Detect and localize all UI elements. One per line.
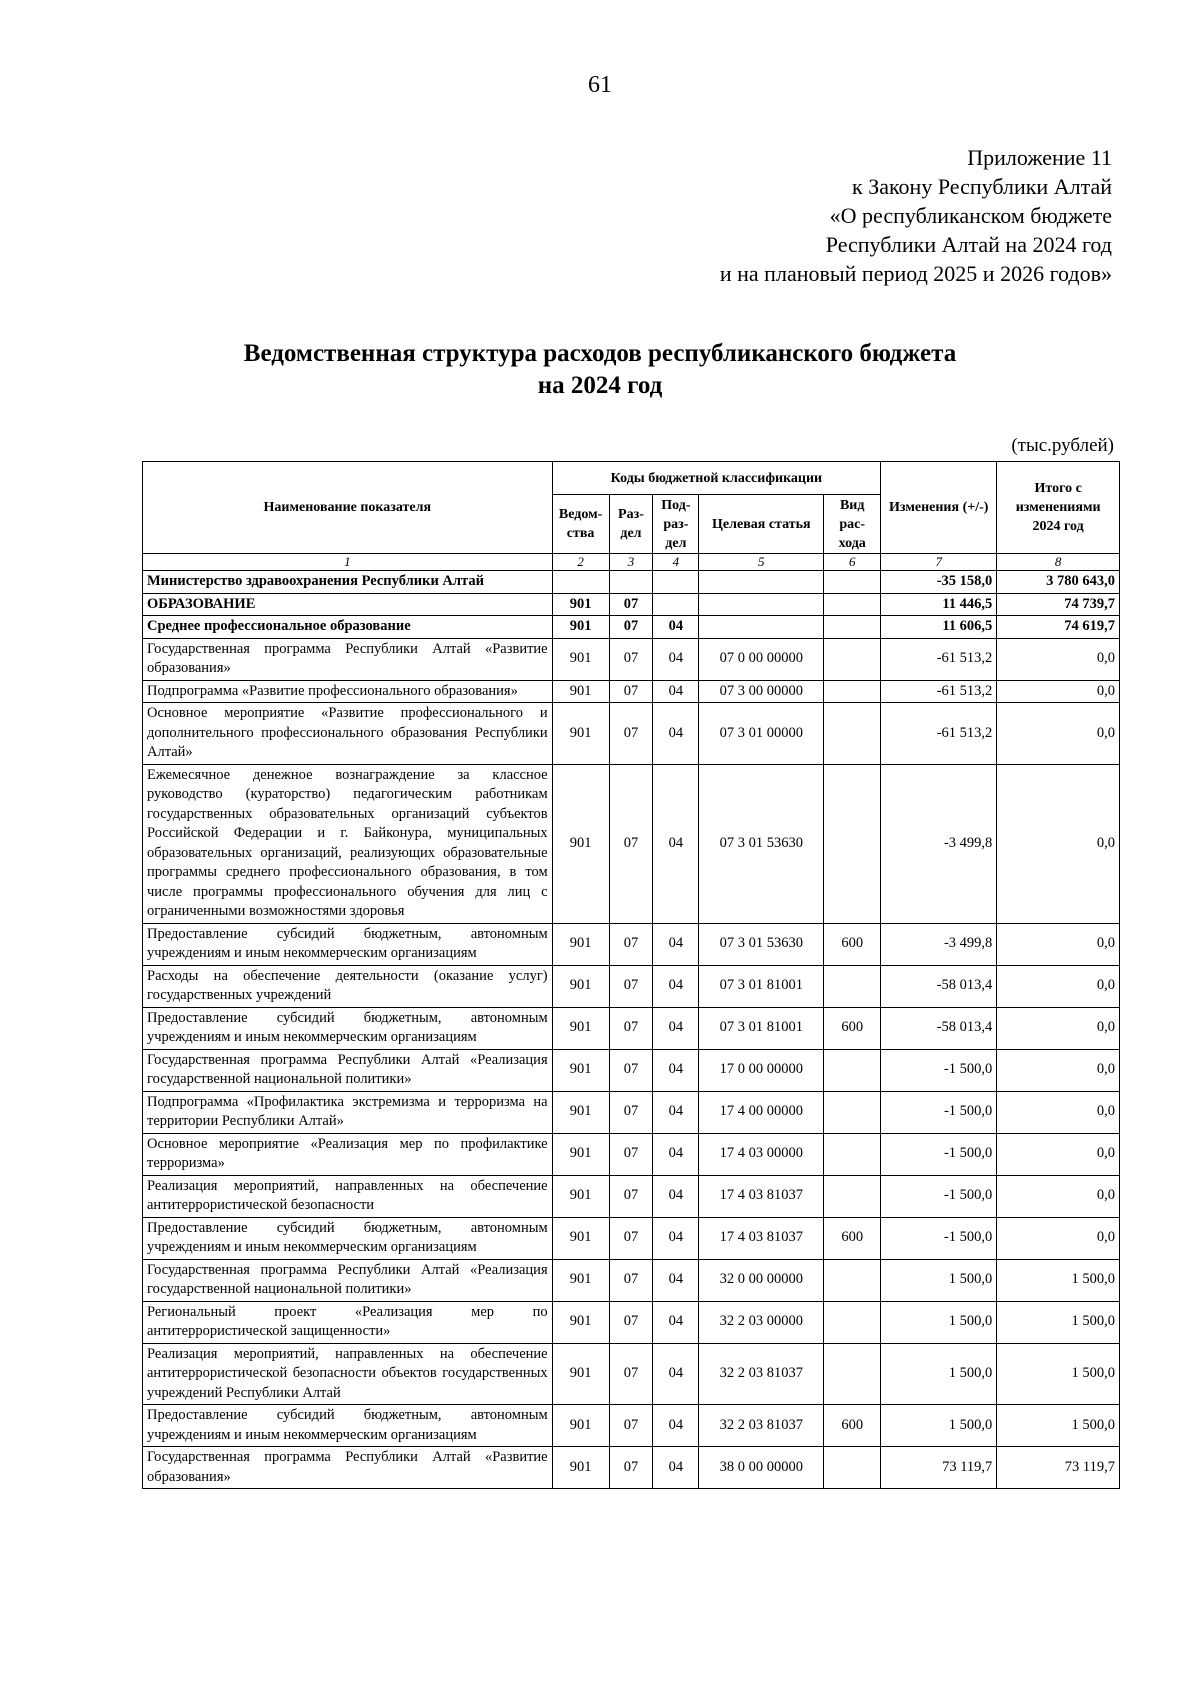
table-row — [143, 680, 1120, 703]
row-total: 0,0 — [997, 1091, 1120, 1133]
row-podrazdel: 04 — [653, 1217, 699, 1259]
row-podrazdel: 04 — [653, 1447, 699, 1489]
row-vedomstvo: 901 — [552, 638, 609, 680]
row-tselevaya: 17 4 03 81037 — [699, 1217, 824, 1259]
row-vedomstvo: 901 — [552, 965, 609, 1007]
title-line: Ведомственная структура расходов республиканского бюджета — [243, 340, 957, 367]
row-vid: 600 — [824, 1007, 881, 1049]
row-total: 73 119,7 — [997, 1447, 1120, 1489]
row-tselevaya — [699, 571, 824, 594]
table-row — [143, 571, 1120, 594]
row-podrazdel: 04 — [653, 1301, 699, 1343]
row-vedomstvo: 901 — [552, 1217, 609, 1259]
row-tselevaya — [699, 593, 824, 616]
row-name: Государственная программа Республики Алтай «Реализация государственной национальной политики» — [143, 1259, 553, 1301]
table-row — [143, 1343, 1120, 1405]
row-podrazdel — [653, 571, 699, 594]
row-vid — [824, 965, 881, 1007]
row-total: 0,0 — [997, 680, 1120, 703]
row-total: 1 500,0 — [997, 1343, 1120, 1405]
row-vid — [824, 571, 881, 594]
row-name: Подпрограмма «Развитие профессионального образования» — [143, 680, 553, 703]
table-row — [143, 1007, 1120, 1049]
row-vedomstvo: 901 — [552, 680, 609, 703]
appendix-line: Приложение 11 — [967, 145, 1112, 170]
row-name: Государственная программа Республики Алтай «Развитие образования» — [143, 1447, 553, 1489]
row-tselevaya: 17 0 00 00000 — [699, 1049, 824, 1091]
row-podrazdel: 04 — [653, 1049, 699, 1091]
row-total: 0,0 — [997, 1217, 1120, 1259]
row-razdel: 07 — [609, 1091, 653, 1133]
row-vid — [824, 1091, 881, 1133]
column-numbers-row — [143, 554, 1120, 571]
row-vid — [824, 703, 881, 765]
row-podrazdel: 04 — [653, 923, 699, 965]
row-total: 1 500,0 — [997, 1405, 1120, 1447]
row-change: 1 500,0 — [881, 1405, 997, 1447]
table-row — [143, 1175, 1120, 1217]
row-vedomstvo: 901 — [552, 616, 609, 639]
row-razdel: 07 — [609, 1301, 653, 1343]
document-title — [0, 338, 1200, 402]
table-row — [143, 764, 1120, 923]
row-change: -61 513,2 — [881, 680, 997, 703]
column-number: 2 — [552, 554, 609, 571]
row-vedomstvo: 901 — [552, 1259, 609, 1301]
row-name: Государственная программа Республики Алтай «Реализация государственной национальной политики» — [143, 1049, 553, 1091]
row-name: Реализация мероприятий, направленных на обеспечение антитеррористической безопасности — [143, 1175, 553, 1217]
row-podrazdel: 04 — [653, 616, 699, 639]
row-vedomstvo: 901 — [552, 1091, 609, 1133]
header-tselevaya: Целевая статья — [699, 495, 824, 554]
row-podrazdel: 04 — [653, 1343, 699, 1405]
row-razdel: 07 — [609, 965, 653, 1007]
row-change: 11 446,5 — [881, 593, 997, 616]
row-vid — [824, 1447, 881, 1489]
row-podrazdel: 04 — [653, 1007, 699, 1049]
row-total: 0,0 — [997, 923, 1120, 965]
title-line: на 2024 год — [537, 372, 663, 399]
row-podrazdel: 04 — [653, 680, 699, 703]
row-vedomstvo: 901 — [552, 1343, 609, 1405]
row-name: Реализация мероприятий, направленных на обеспечение антитеррористической безопасности объектов государственных учреждений Республики Алтай — [143, 1343, 553, 1405]
row-vid: 600 — [824, 923, 881, 965]
units-label: (тыс.рублей) — [1011, 435, 1114, 456]
appendix-line: Республики Алтай на 2024 год — [825, 232, 1112, 257]
row-razdel: 07 — [609, 1049, 653, 1091]
row-tselevaya: 07 3 00 00000 — [699, 680, 824, 703]
row-razdel: 07 — [609, 764, 653, 923]
appendix-line: к Закону Республики Алтай — [852, 174, 1112, 199]
row-vid — [824, 593, 881, 616]
row-vid: 600 — [824, 1405, 881, 1447]
row-vedomstvo: 901 — [552, 1049, 609, 1091]
row-vid — [824, 1259, 881, 1301]
table-row — [143, 593, 1120, 616]
row-change: 1 500,0 — [881, 1301, 997, 1343]
row-tselevaya: 07 3 01 81001 — [699, 1007, 824, 1049]
row-tselevaya: 17 4 00 00000 — [699, 1091, 824, 1133]
table-row — [143, 923, 1120, 965]
row-total: 74 739,7 — [997, 593, 1120, 616]
table-row — [143, 1259, 1120, 1301]
row-change: -3 499,8 — [881, 764, 997, 923]
row-change: -3 499,8 — [881, 923, 997, 965]
row-change: 1 500,0 — [881, 1259, 997, 1301]
row-tselevaya: 32 0 00 00000 — [699, 1259, 824, 1301]
table-row — [143, 638, 1120, 680]
row-tselevaya: 07 3 01 53630 — [699, 764, 824, 923]
row-podrazdel: 04 — [653, 1259, 699, 1301]
row-total: 1 500,0 — [997, 1301, 1120, 1343]
row-tselevaya: 17 4 03 81037 — [699, 1175, 824, 1217]
row-vedomstvo: 901 — [552, 593, 609, 616]
row-vedomstvo: 901 — [552, 1175, 609, 1217]
row-razdel: 07 — [609, 923, 653, 965]
row-podrazdel: 04 — [653, 764, 699, 923]
row-razdel: 07 — [609, 703, 653, 765]
row-vedomstvo: 901 — [552, 1405, 609, 1447]
table-row — [143, 1133, 1120, 1175]
row-name: Предоставление субсидий бюджетным, автономным учреждениям и иным некоммерческим организациям — [143, 1405, 553, 1447]
row-tselevaya: 38 0 00 00000 — [699, 1447, 824, 1489]
row-name: Ежемесячное денежное вознаграждение за классное руководство (кураторство) педагогическим работникам государственных образовательных организаций субъектов Российской Федерации и г. Байконура, муниципальных образовательных организаций, реализующих образовательные программы среднего профессионального образования, в том числе программы профессионального обучения для лиц с ограниченными возможностями здоровья — [143, 764, 553, 923]
table-row — [143, 965, 1120, 1007]
column-number: 3 — [609, 554, 653, 571]
row-podrazdel: 04 — [653, 1175, 699, 1217]
budget-table — [142, 461, 1120, 1489]
header-vid: Вид рас-хода — [824, 495, 881, 554]
row-total: 1 500,0 — [997, 1259, 1120, 1301]
row-vid — [824, 1343, 881, 1405]
row-total: 74 619,7 — [997, 616, 1120, 639]
row-razdel: 07 — [609, 593, 653, 616]
row-podrazdel: 04 — [653, 703, 699, 765]
header-podrazdel: Под-раз-дел — [653, 495, 699, 554]
table-body — [143, 554, 1120, 1489]
row-vedomstvo: 901 — [552, 923, 609, 965]
table-row — [143, 703, 1120, 765]
row-vid: 600 — [824, 1217, 881, 1259]
row-podrazdel: 04 — [653, 1091, 699, 1133]
row-change: -1 500,0 — [881, 1091, 997, 1133]
row-razdel: 07 — [609, 1217, 653, 1259]
row-vid — [824, 680, 881, 703]
row-name: ОБРАЗОВАНИЕ — [143, 593, 553, 616]
row-vid — [824, 764, 881, 923]
row-total: 0,0 — [997, 1007, 1120, 1049]
header-codes-group: Коды бюджетной классификации — [552, 462, 881, 495]
page-number: 61 — [588, 72, 612, 98]
row-tselevaya: 32 2 03 81037 — [699, 1343, 824, 1405]
row-tselevaya: 32 2 03 81037 — [699, 1405, 824, 1447]
row-podrazdel — [653, 593, 699, 616]
row-total: 0,0 — [997, 1175, 1120, 1217]
row-vedomstvo: 901 — [552, 703, 609, 765]
row-tselevaya: 07 3 01 00000 — [699, 703, 824, 765]
row-razdel: 07 — [609, 1447, 653, 1489]
row-total: 0,0 — [997, 1049, 1120, 1091]
table-row — [143, 1091, 1120, 1133]
row-change: -1 500,0 — [881, 1217, 997, 1259]
table-row — [143, 1447, 1120, 1489]
row-razdel: 07 — [609, 1133, 653, 1175]
row-razdel: 07 — [609, 1343, 653, 1405]
row-podrazdel: 04 — [653, 965, 699, 1007]
table-row — [143, 1217, 1120, 1259]
row-change: -1 500,0 — [881, 1133, 997, 1175]
row-total: 0,0 — [997, 764, 1120, 923]
row-name: Основное мероприятие «Развитие профессионального и дополнительного профессионального образования Республики Алтай» — [143, 703, 553, 765]
row-vedomstvo: 901 — [552, 1133, 609, 1175]
row-razdel: 07 — [609, 1007, 653, 1049]
header-name: Наименование показателя — [143, 462, 553, 554]
row-vedomstvo: 901 — [552, 764, 609, 923]
column-number: 8 — [997, 554, 1120, 571]
row-change: 11 606,5 — [881, 616, 997, 639]
row-tselevaya — [699, 616, 824, 639]
row-name: Министерство здравоохранения Республики Алтай — [143, 571, 553, 594]
row-change: -61 513,2 — [881, 703, 997, 765]
row-tselevaya: 17 4 03 00000 — [699, 1133, 824, 1175]
row-vedomstvo: 901 — [552, 1301, 609, 1343]
row-vid — [824, 1301, 881, 1343]
row-vid — [824, 1175, 881, 1217]
appendix-line: и на плановый период 2025 и 2026 годов» — [719, 261, 1112, 286]
row-name: Основное мероприятие «Реализация мер по профилактике терроризма» — [143, 1133, 553, 1175]
row-podrazdel: 04 — [653, 638, 699, 680]
row-name: Предоставление субсидий бюджетным, автономным учреждениям и иным некоммерческим организациям — [143, 1007, 553, 1049]
row-razdel: 07 — [609, 1405, 653, 1447]
row-change: 1 500,0 — [881, 1343, 997, 1405]
row-tselevaya: 07 3 01 53630 — [699, 923, 824, 965]
row-vedomstvo — [552, 571, 609, 594]
row-change: -35 158,0 — [881, 571, 997, 594]
row-change: -1 500,0 — [881, 1175, 997, 1217]
table-row — [143, 616, 1120, 639]
row-podrazdel: 04 — [653, 1133, 699, 1175]
row-vid — [824, 1049, 881, 1091]
header-razdel: Раз-дел — [609, 495, 653, 554]
row-name: Среднее профессиональное образование — [143, 616, 553, 639]
row-vid — [824, 616, 881, 639]
row-total: 0,0 — [997, 1133, 1120, 1175]
row-change: -61 513,2 — [881, 638, 997, 680]
row-name: Предоставление субсидий бюджетным, автономным учреждениям и иным некоммерческим организациям — [143, 1217, 553, 1259]
row-razdel: 07 — [609, 616, 653, 639]
row-total: 0,0 — [997, 703, 1120, 765]
row-razdel: 07 — [609, 680, 653, 703]
row-razdel: 07 — [609, 1259, 653, 1301]
row-tselevaya: 07 0 00 00000 — [699, 638, 824, 680]
row-vedomstvo: 901 — [552, 1447, 609, 1489]
row-podrazdel: 04 — [653, 1405, 699, 1447]
column-number: 5 — [699, 554, 824, 571]
header-vedomstva: Ведом-ства — [552, 495, 609, 554]
table-row — [143, 1301, 1120, 1343]
appendix-line: «О республиканском бюджете — [829, 203, 1112, 228]
row-change: -58 013,4 — [881, 1007, 997, 1049]
row-vid — [824, 638, 881, 680]
column-number: 4 — [653, 554, 699, 571]
row-tselevaya: 07 3 01 81001 — [699, 965, 824, 1007]
column-number: 1 — [143, 554, 553, 571]
row-razdel — [609, 571, 653, 594]
row-total: 3 780 643,0 — [997, 571, 1120, 594]
row-change: -58 013,4 — [881, 965, 997, 1007]
row-name: Региональный проект «Реализация мер по антитеррористической защищенности» — [143, 1301, 553, 1343]
appendix-header — [720, 143, 1112, 288]
table-row — [143, 1049, 1120, 1091]
row-vedomstvo: 901 — [552, 1007, 609, 1049]
row-razdel: 07 — [609, 638, 653, 680]
table-row — [143, 1405, 1120, 1447]
row-change: 73 119,7 — [881, 1447, 997, 1489]
header-change: Изменения (+/-) — [881, 462, 997, 554]
row-name: Предоставление субсидий бюджетным, автономным учреждениям и иным некоммерческим организациям — [143, 923, 553, 965]
column-number: 7 — [881, 554, 997, 571]
row-tselevaya: 32 2 03 00000 — [699, 1301, 824, 1343]
row-razdel: 07 — [609, 1175, 653, 1217]
row-name: Подпрограмма «Профилактика экстремизма и терроризма на территории Республики Алтай» — [143, 1091, 553, 1133]
row-change: -1 500,0 — [881, 1049, 997, 1091]
row-total: 0,0 — [997, 965, 1120, 1007]
header-total: Итого с изменениями 2024 год — [997, 462, 1120, 554]
row-name: Расходы на обеспечение деятельности (оказание услуг) государственных учреждений — [143, 965, 553, 1007]
row-vid — [824, 1133, 881, 1175]
row-total: 0,0 — [997, 638, 1120, 680]
row-name: Государственная программа Республики Алтай «Развитие образования» — [143, 638, 553, 680]
column-number: 6 — [824, 554, 881, 571]
